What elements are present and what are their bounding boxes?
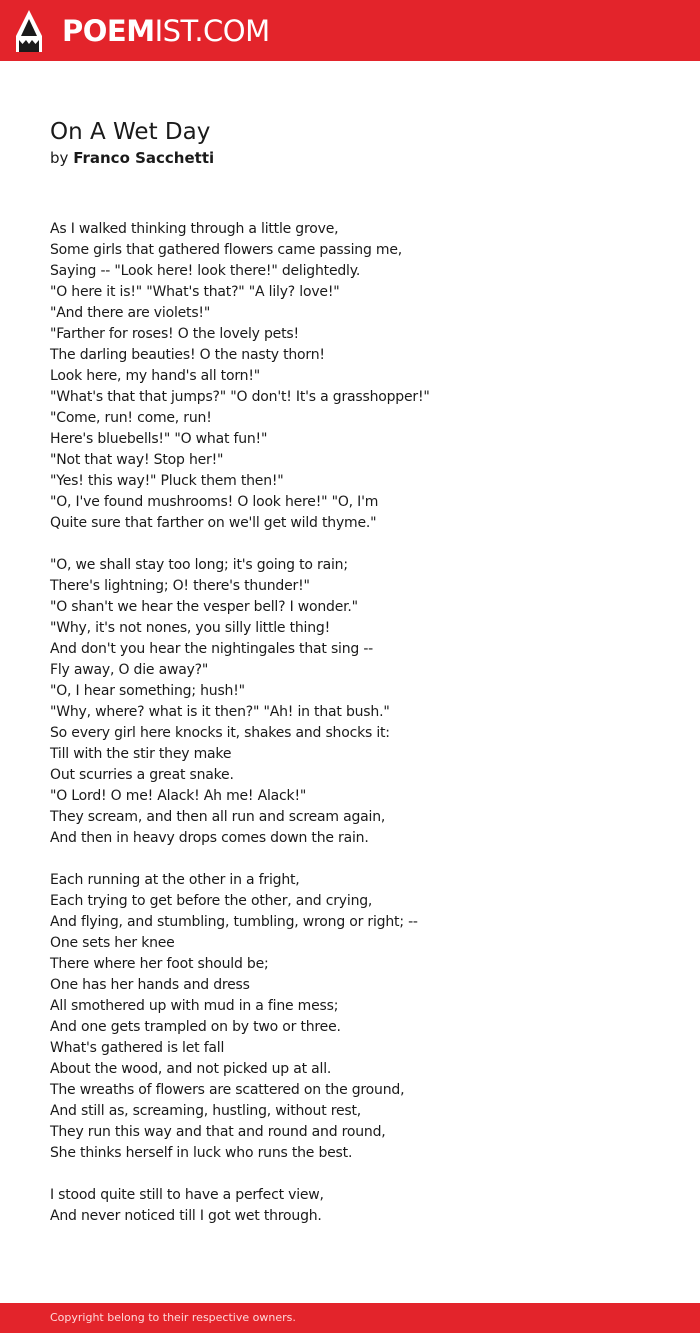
poem-line: Some girls that gathered flowers came passing me, bbox=[50, 242, 403, 258]
poem-line: And never noticed till I got wet through. bbox=[50, 1208, 322, 1224]
poem-line: And still as, screaming, hustling, without rest, bbox=[50, 1103, 362, 1119]
stanza-break bbox=[50, 1164, 670, 1185]
poem-line: "Farther for roses! O the lovely pets! bbox=[50, 326, 299, 342]
copyright-notice: Copyright belong to their respective owners. bbox=[50, 1311, 296, 1324]
logo-wordmark bbox=[62, 10, 270, 52]
poem-line: She thinks herself in luck who runs the best. bbox=[50, 1145, 353, 1161]
site-header bbox=[0, 0, 700, 61]
site-logo[interactable] bbox=[16, 10, 270, 52]
byline-prefix: by bbox=[50, 149, 69, 167]
poem-line: There where her foot should be; bbox=[50, 956, 269, 972]
logo-wordmark-light: IST.COM bbox=[154, 14, 270, 48]
stanza-break bbox=[50, 849, 670, 870]
poem-line: All smothered up with mud in a fine mess; bbox=[50, 998, 339, 1014]
poem-line: And flying, and stumbling, tumbling, wrong or right; -- bbox=[50, 914, 418, 930]
poem-line: Here's bluebells!" "O what fun!" bbox=[50, 431, 268, 447]
poem-line: And then in heavy drops comes down the rain. bbox=[50, 830, 369, 846]
poem-line: "Not that way! Stop her!" bbox=[50, 452, 224, 468]
poem-line: "O, I hear something; hush!" bbox=[50, 683, 245, 699]
poem-line: Each trying to get before the other, and crying, bbox=[50, 893, 373, 909]
poem-line: And one gets trampled on by two or three. bbox=[50, 1019, 341, 1035]
logo-wordmark-bold: POEM bbox=[62, 14, 155, 48]
poem-title: On A Wet Day bbox=[50, 119, 211, 145]
poem-line: "Why, where? what is it then?" "Ah! in that bush." bbox=[50, 704, 390, 720]
poem-line: There's lightning; O! there's thunder!" bbox=[50, 578, 310, 594]
poem-line: The wreaths of flowers are scattered on the ground, bbox=[50, 1082, 405, 1098]
poem-line: They run this way and that and round and round, bbox=[50, 1124, 386, 1140]
poem-line: One sets her knee bbox=[50, 935, 175, 951]
pencil-tip-icon bbox=[16, 10, 42, 52]
poem-line: "Why, it's not nones, you silly little thing! bbox=[50, 620, 331, 636]
poem-body bbox=[50, 219, 670, 1227]
site-footer bbox=[0, 1303, 700, 1333]
poem-line: "O Lord! O me! Alack! Ah me! Alack!" bbox=[50, 788, 307, 804]
poem-line: "O, I've found mushrooms! O look here!" "O, I'm bbox=[50, 494, 379, 510]
poem-line: "O shan't we hear the vesper bell? I wonder." bbox=[50, 599, 358, 615]
poem-line: Quite sure that farther on we'll get wild thyme." bbox=[50, 515, 377, 531]
poem-byline bbox=[50, 148, 214, 168]
poem-line: Till with the stir they make bbox=[50, 746, 232, 762]
poem-author: Franco Sacchetti bbox=[73, 149, 215, 167]
poem-line: As I walked thinking through a little grove, bbox=[50, 221, 339, 237]
poem-line: "Yes! this way!" Pluck them then!" bbox=[50, 473, 284, 489]
stanza-break bbox=[50, 534, 670, 555]
poem-line: "What's that that jumps?" "O don't! It's a grasshopper!" bbox=[50, 389, 430, 405]
poem-line: About the wood, and not picked up at all. bbox=[50, 1061, 332, 1077]
poem-line: One has her hands and dress bbox=[50, 977, 250, 993]
poem-line: Saying -- "Look here! look there!" delightedly. bbox=[50, 263, 361, 279]
poem-line: Out scurries a great snake. bbox=[50, 767, 234, 783]
poem-line: I stood quite still to have a perfect view, bbox=[50, 1187, 324, 1203]
poem-line: "O here it is!" "What's that?" "A lily? love!" bbox=[50, 284, 340, 300]
poem-line: So every girl here knocks it, shakes and shocks it: bbox=[50, 725, 390, 741]
poem-line: Look here, my hand's all torn!" bbox=[50, 368, 260, 384]
poem-line: Fly away, O die away?" bbox=[50, 662, 209, 678]
poem-line: Each running at the other in a fright, bbox=[50, 872, 300, 888]
poem-line: "O, we shall stay too long; it's going to rain; bbox=[50, 557, 348, 573]
poem-line: "And there are violets!" bbox=[50, 305, 211, 321]
poem-line: "Come, run! come, run! bbox=[50, 410, 212, 426]
poem-line: What's gathered is let fall bbox=[50, 1040, 225, 1056]
poem-line: They scream, and then all run and scream again, bbox=[50, 809, 386, 825]
poem-line: And don't you hear the nightingales that sing -- bbox=[50, 641, 374, 657]
poem-line: The darling beauties! O the nasty thorn! bbox=[50, 347, 325, 363]
